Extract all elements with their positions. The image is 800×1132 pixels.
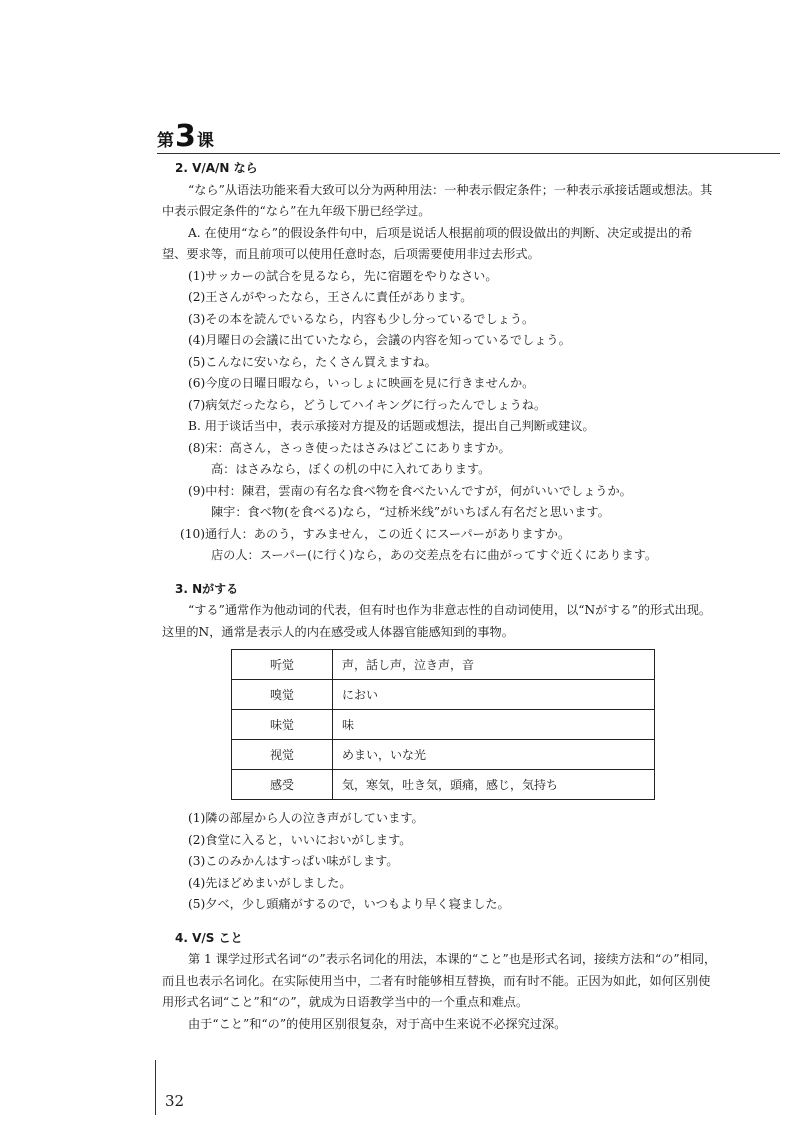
example-sentence: (3)その本を読んでいるなら，内容も少し分っているでしょう。 xyxy=(188,311,535,326)
dialogue-line: 陳宇：食べ物(を食べる)なら，“过桥米线”がいちばん有名だと思います。 xyxy=(211,505,610,519)
section-4-paragraph-line: 由于“こと”和“の”的使用区别很复杂，对于高中生来说不必探究过深。 xyxy=(188,1016,567,1031)
sense-examples-cell: におい xyxy=(333,680,655,710)
section-4-paragraph-line: 第 1 课学过形式名词“の”表示名词化的用法，本课的“こと”也是形式名词，接续方法和“の”相同， xyxy=(188,952,717,966)
section-4-title: 4. V/S こと xyxy=(175,930,243,945)
example-sentence: (3)このみかんはすっぱい味がします。 xyxy=(188,854,399,868)
section-3-title: 3. Nがする xyxy=(175,581,239,596)
table-row xyxy=(232,650,655,680)
sense-examples-cell: 声，話し声，泣き声，音 xyxy=(333,650,655,680)
example-sentence: (2)王さんがやったなら，王さんに責任があります。 xyxy=(188,290,473,304)
example-sentence: (5)夕べ，少し頭痛がするので，いつもより早く寝ました。 xyxy=(188,897,510,911)
sense-name-cell: 感受 xyxy=(232,770,333,800)
sense-table xyxy=(231,649,655,800)
usage-a-line-1: A. 在使用“なら”的假设条件句中，后项是说话人根据前项的假设做出的判断、决定或提出的希 xyxy=(188,225,693,240)
example-sentence: (1)隣の部屋から人の泣き声がしています。 xyxy=(188,811,424,825)
header-rule xyxy=(157,153,780,154)
section-3-intro-line-1: “する”通常作为他动词的代表，但有时也作为非意志性的自动词使用，以“Nがする”的形式出现。 xyxy=(188,603,712,617)
dialogue-line: (10)通行人：あのう，すみません，この近くにスーパーがありますか。 xyxy=(180,526,571,541)
example-sentence: (1)サッカーの試合を見るなら，先に宿題をやりなさい。 xyxy=(188,268,498,283)
page-body xyxy=(162,158,775,1035)
lesson-title-suffix: 课 xyxy=(196,131,214,151)
sense-examples-cell: 気，寒気，吐き気，頭痛，感じ，気持ち xyxy=(333,770,655,800)
section-2-intro-line-2: 中表示假定条件的“なら”在九年级下册已经学过。 xyxy=(162,204,431,218)
example-sentence: (7)病気だったなら，どうしてハイキングに行ったんでしょうね。 xyxy=(188,397,547,412)
example-sentence: (4)先ほどめまいがしました。 xyxy=(188,875,352,890)
example-sentence: (2)食堂に入ると，いいにおいがします。 xyxy=(188,832,412,847)
sense-name-cell: 味觉 xyxy=(232,710,333,740)
sense-examples-cell: 味 xyxy=(333,710,655,740)
section-4-paragraph-line: 而且也表示名词化。在实际使用当中，二者有时能够相互替换，而有时不能。正因为如此，如何区别使 xyxy=(162,973,711,988)
dialogue-line: 高：はさみなら，ぼくの机の中に入れてあります。 xyxy=(211,462,491,476)
footer-rule xyxy=(155,1060,156,1115)
usage-b-line: B. 用于谈话当中，表示承接对方提及的话题或想法，提出自己判断或建议。 xyxy=(188,419,595,433)
lesson-header xyxy=(157,118,780,158)
example-sentence: (5)こんなに安いなら，たくさん買えますね。 xyxy=(188,354,437,369)
section-4-paragraph-line: 用形式名词“こと”和“の”，就成为日语教学当中的一个重点和难点。 xyxy=(162,995,529,1009)
sense-name-cell: 视觉 xyxy=(232,740,333,770)
page-number: 32 xyxy=(165,1092,185,1110)
sense-name-cell: 嗅觉 xyxy=(232,680,333,710)
dialogue-line: (8)宋：高さん，さっき使ったはさみはどこにありますか。 xyxy=(188,440,511,455)
table-row xyxy=(232,710,655,740)
table-row xyxy=(232,740,655,770)
table-row xyxy=(232,680,655,710)
lesson-title xyxy=(157,119,214,154)
lesson-title-prefix: 第 xyxy=(157,131,174,151)
sense-examples-cell: めまい，いな光 xyxy=(333,740,655,770)
example-sentence: (4)月曜日の会議に出ていたなら，会議の内容を知っているでしょう。 xyxy=(188,333,571,347)
section-2-title: 2. V/A/N なら xyxy=(175,161,258,175)
table-row xyxy=(232,770,655,800)
sense-name-cell: 听觉 xyxy=(232,650,333,680)
dialogue-line: 店の人：スーパー(に行く)なら，あの交差点を右に曲がってすぐ近くにあります。 xyxy=(211,548,658,562)
dialogue-line: (9)中村：陳君，雲南の有名な食べ物を食べたいんですが，何がいいでしょうか。 xyxy=(188,483,632,498)
lesson-number: 3 xyxy=(175,119,196,154)
usage-a-line-2: 望、要求等，而且前项可以使用任意时态，后项需要使用非过去形式。 xyxy=(162,247,540,261)
section-2-intro-line-1: “なら”从语法功能来看大致可以分为两种用法：一种表示假定条件；一种表示承接话题或想法。其 xyxy=(188,182,713,197)
section-3-intro-line-2: 这里的N，通常是表示人的内在感受或人体器官能感知到的事物。 xyxy=(162,624,514,639)
example-sentence: (6)今度の日曜日暇なら，いっしょに映画を見に行きませんか。 xyxy=(188,376,535,390)
